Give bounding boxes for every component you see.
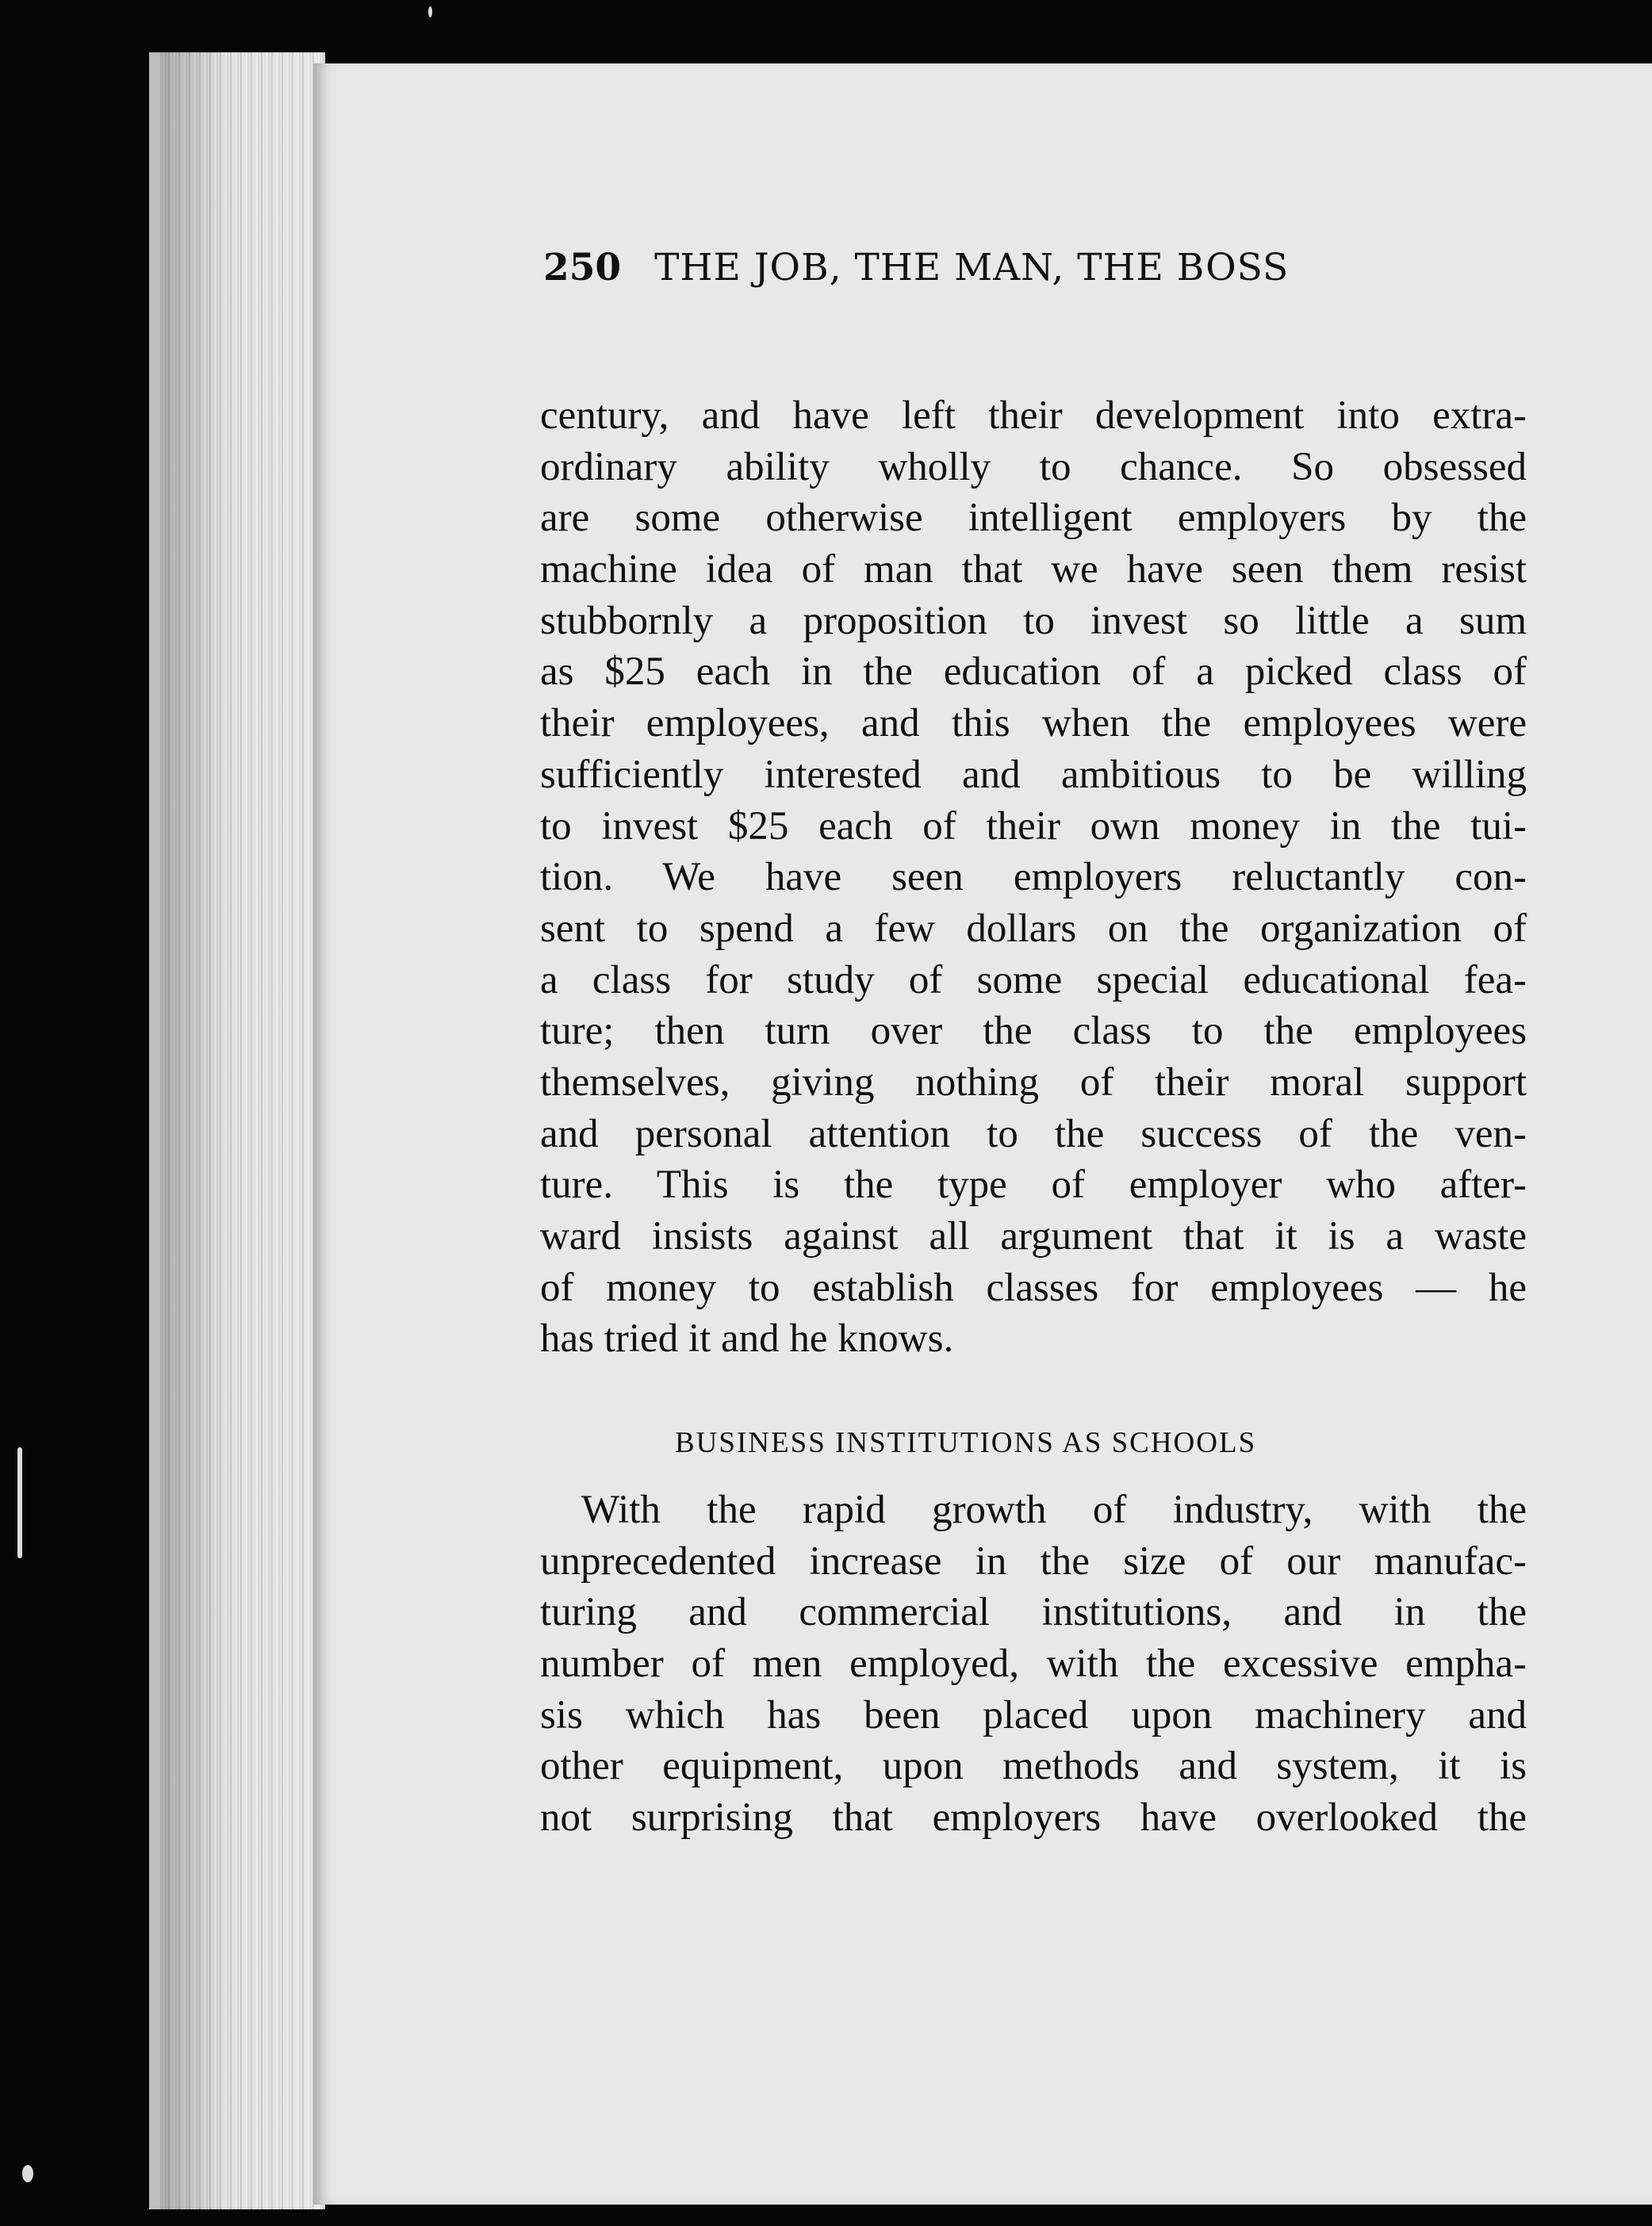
text-line: themselves, giving nothing of their moral support (540, 1059, 1527, 1105)
text-line: their employees, and this when the employees were (540, 701, 1527, 746)
text-line: number of men employed, with the excessive empha- (540, 1642, 1527, 1687)
dust-speck (17, 1447, 22, 1558)
text-line: sis which has been placed upon machinery and (540, 1692, 1527, 1738)
text-line: to invest $25 each of their own money in the tui- (540, 803, 1527, 849)
text-line: stubbornly a proposition to invest so little a sum (540, 598, 1527, 643)
text-line: machine idea of man that we have seen them resist (540, 547, 1527, 592)
text-line: a class for study of some special educational fea- (540, 957, 1527, 1002)
book-page (313, 63, 1652, 2205)
section-heading: BUSINESS INSTITUTIONS AS SCHOOLS (675, 1427, 1257, 1459)
text-line: tion. We have seen employers reluctantly con- (540, 855, 1527, 900)
text-line: sufficiently interested and ambitious to be willing (540, 752, 1527, 797)
text-line: are some otherwise intelligent employers by the (540, 496, 1527, 541)
text-line: ture; then turn over the class to the employees (540, 1009, 1527, 1054)
text-line: ture. This is the type of employer who after- (540, 1163, 1527, 1208)
running-title: THE JOB, THE MAN, THE BOSS (654, 246, 1290, 289)
text-line: With the rapid growth of industry, with the (581, 1488, 1527, 1532)
text-line: sent to spend a few dollars on the organization of (540, 906, 1527, 951)
page-number: 250 (543, 246, 622, 289)
running-header (543, 246, 1424, 289)
text-line: turing and commercial institutions, and in the (540, 1590, 1527, 1635)
text-line: as $25 each in the education of a picked class of (540, 649, 1527, 695)
text-line: ward insists against all argument that it is a waste (540, 1214, 1527, 1259)
text-line: other equipment, upon methods and system, it is (540, 1744, 1527, 1789)
text-line: unprecedented increase in the size of our manufac- (540, 1538, 1527, 1584)
text-line: and personal attention to the success of the ven- (540, 1111, 1527, 1156)
text-line: ordinary ability wholly to chance. So obsessed (540, 444, 1527, 489)
text-line: has tried it and he knows. (540, 1316, 954, 1362)
text-line: century, and have left their development into extra- (540, 393, 1527, 438)
paragraph-2 (540, 1485, 1527, 1844)
dust-speck (22, 2165, 33, 2182)
page-edges (149, 52, 325, 2209)
dust-speck (428, 6, 432, 17)
text-line: not surprising that employers have overlooked the (540, 1795, 1527, 1841)
paragraph-1 (540, 390, 1527, 1365)
text-line: of money to establish classes for employees — he (540, 1265, 1527, 1310)
